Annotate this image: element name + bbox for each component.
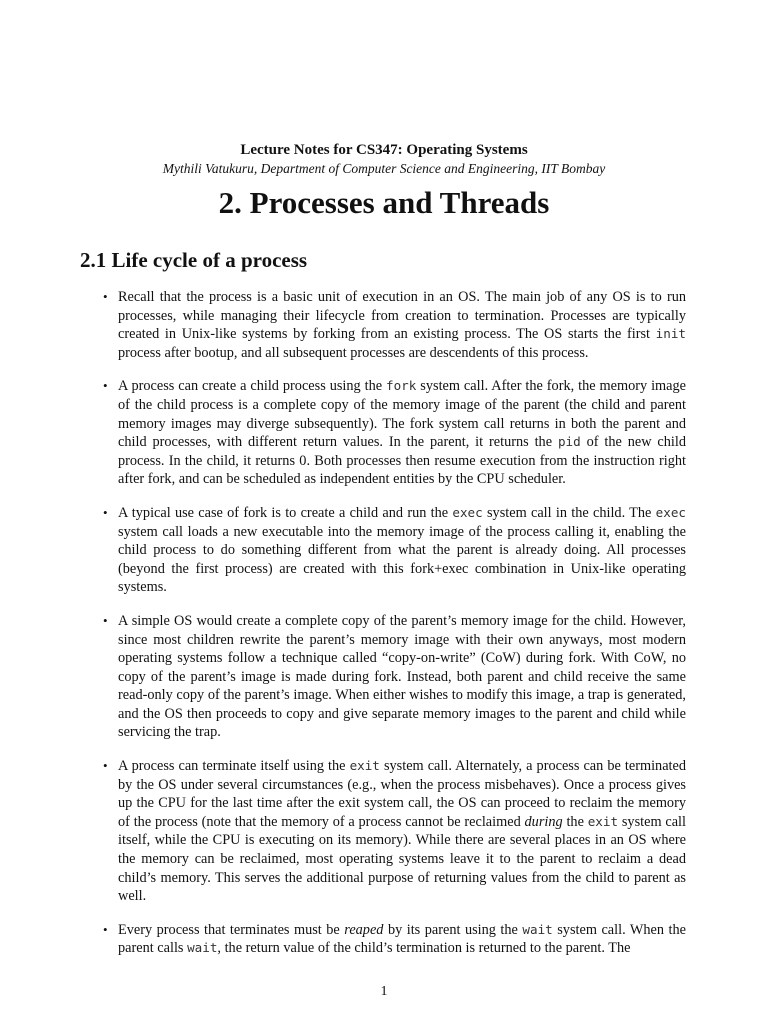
text-segment: system call. Alternately, a process can be terminated by the OS under several circumstances (e.g., when the process misbehaves). Once a process gives up the CPU for the last time after the exit system call, the OS can proceed to reclaim the memory of the process (note that the memory of a process cannot be reclaimed — [118, 758, 687, 830]
text-segment: system call. After the fork, the memory image of the child process is a complete copy of the memory image of the parent (the child and parent memory images may diverge subsequently). The fork system call returns in both the parent and child processes, with different return values. In the parent, it returns the — [118, 378, 687, 451]
text-segment: by its parent using the — [383, 921, 523, 938]
text-segment: system call loads a new executable into the memory image of the process calling it, enabling the child process to do something different from what the parent is already doing. All processes (beyond the first process) are created with this fork+exec combination in Unix-like operating systems. — [118, 523, 686, 596]
code-exit: exit — [349, 758, 380, 774]
emphasis-reaped: reaped — [344, 921, 384, 938]
bullet-item-1 — [118, 288, 686, 362]
text-segment: system call. When the parent calls — [118, 921, 686, 957]
bullet-item-6 — [118, 921, 686, 958]
emphasis-during: during — [524, 813, 563, 830]
code-wait: wait — [522, 921, 553, 937]
bullet-item-4 — [118, 612, 686, 742]
text-segment: , the return value of the child’s termination is returned to the parent. The — [217, 940, 631, 957]
text-segment: the — [562, 813, 588, 830]
text-segment: system call in the child. The — [482, 504, 656, 521]
page-number: 1 — [380, 984, 388, 999]
bullet-item-3 — [118, 504, 686, 597]
bullet-item-5 — [118, 757, 686, 906]
code-wait: wait — [187, 940, 218, 956]
code-fork: fork — [386, 378, 417, 394]
author-line: Mythili Vatukuru, Department of Computer Science and Engineering, IIT Bombay — [162, 161, 606, 176]
code-init: init — [655, 326, 686, 342]
code-exec: exec — [452, 504, 483, 520]
text-segment: process after bootup, and all subsequent processes are descendents of this process. — [118, 344, 589, 361]
text-segment: A process can create a child process using the — [118, 378, 387, 395]
bullet-list — [118, 288, 686, 973]
text-segment: A simple OS would create a complete copy of the parent’s memory image for the child. However, since most children rewrite the parent’s memory image with their own anyways, most modern operating systems follow a technique called “copy-on-write” (CoW) during fork. With CoW, no copy of the parent’s image is made during fork. Instead, both parent and child receive the same read-only copy of the parent’s image. When either wishes to modify this image, a trap is generated, and the OS then proceeds to copy and give separate memory images to the parent and child while servicing the trap. — [118, 612, 686, 741]
code-exec: exec — [655, 504, 686, 520]
text-segment: system call itself, while the CPU is executing on its memory). While there are several places in an OS where the memory can be reclaimed, most operating systems leave it to the parent to reclaim a dead child’s memory. This serves the additional purpose of returning values from the child to parent as well. — [118, 813, 686, 905]
text-segment: of the new child process. In the child, it returns 0. Both processes then resume execution from the instruction right after fork, and can be scheduled as independent entities by the CPU scheduler. — [118, 434, 686, 488]
text-segment: Every process that terminates must be — [118, 921, 345, 938]
code-pid: pid — [557, 434, 581, 450]
chapter-title: 2. Processes and Threads — [218, 185, 550, 220]
text-segment: A process can terminate itself using the — [118, 758, 350, 775]
bullet-item-2 — [118, 377, 686, 489]
course-title: Lecture Notes for CS347: Operating Systems — [240, 142, 528, 158]
text-segment: Recall that the process is a basic unit of execution in an OS. The main job of any OS is to run processes, while managing their lifecycle from creation to termination. Processes are typically created in Unix-like systems by forking from an existing process. The OS starts the first — [118, 289, 686, 343]
code-exit: exit — [587, 813, 619, 829]
section-heading: 2.1 Life cycle of a process — [80, 248, 308, 272]
text-segment: A typical use case of fork is to create a child and run the — [118, 504, 453, 521]
